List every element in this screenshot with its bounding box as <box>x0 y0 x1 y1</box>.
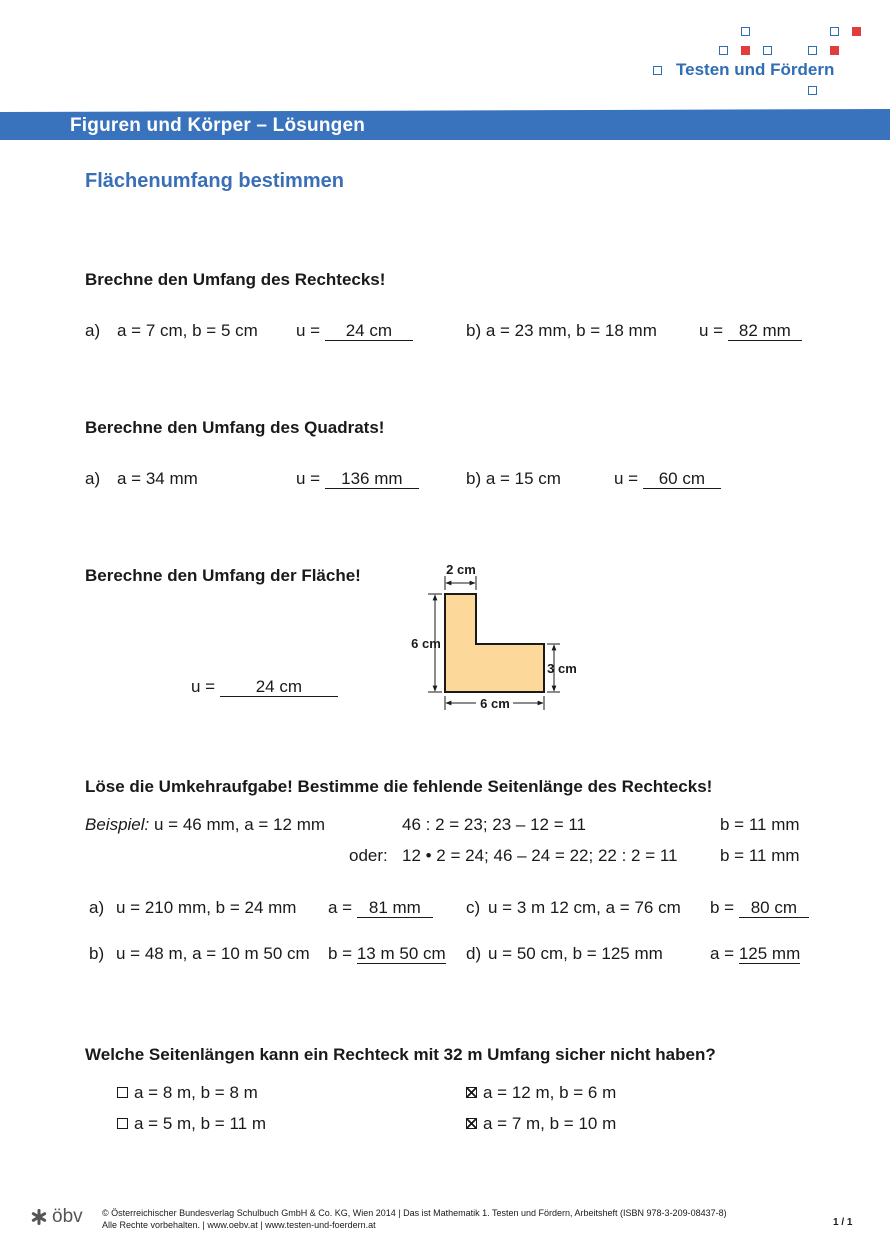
example-result2: b = 11 mm <box>720 846 800 865</box>
task1-b-answer: 82 mm <box>728 322 802 341</box>
right-dimension-label: 3 cm <box>547 661 577 676</box>
publisher-logo <box>30 1206 83 1228</box>
task1-a-answer-line <box>296 321 413 341</box>
task4-item-label: c) <box>466 898 481 917</box>
task4-item-answer: 13 m 50 cm <box>356 944 446 963</box>
task2-a-answer-line <box>296 469 419 489</box>
example-calc2: 12 • 2 = 24; 46 – 24 = 22; 22 : 2 = 11 <box>402 846 678 865</box>
l-shape <box>445 594 544 692</box>
logo-square <box>830 27 839 36</box>
checkbox[interactable] <box>117 1087 128 1098</box>
task4-item-answer-line <box>710 898 809 918</box>
task4-item-answer: 80 cm <box>739 899 809 918</box>
footer-links: Alle Rechte vorbehalten. | www.oebv.at | www.testen-und-foerdern.at <box>102 1220 376 1230</box>
l-shape-figure <box>400 556 590 716</box>
task1-b-answer-line <box>699 321 802 341</box>
task3-answer-line <box>191 677 338 697</box>
task4-item-answer-line <box>328 944 446 964</box>
option-item[interactable] <box>466 1114 616 1134</box>
logo-square <box>719 46 728 55</box>
task4-item-label: a) <box>89 898 105 917</box>
task4-item-prefix: a = <box>328 898 353 917</box>
task4-item-answer: 81 mm <box>357 899 433 918</box>
task1-a-answer: 24 cm <box>325 322 413 341</box>
logo-square <box>763 46 772 55</box>
task2-b-answer: 60 cm <box>643 470 721 489</box>
task1-a-given: a = 7 cm, b = 5 cm <box>117 321 258 340</box>
task1-a-prefix: u = <box>296 321 321 340</box>
task4-item-given: u = 48 m, a = 10 m 50 cm <box>116 944 310 963</box>
logo-square <box>830 46 839 55</box>
task4-item-given: u = 210 mm, b = 24 mm <box>116 898 297 917</box>
example-label: Beispiel: <box>85 815 150 834</box>
option-item[interactable] <box>117 1114 266 1134</box>
task4-item-answer-line <box>710 944 800 964</box>
task4-item-prefix: b = <box>710 898 735 917</box>
task3-heading: Berechne den Umfang der Fläche! <box>85 566 361 585</box>
task1-heading: Brechne den Umfang des Rechtecks! <box>85 270 386 289</box>
footer-copyright: © Österreichischer Bundesverlag Schulbuch GmbH & Co. KG, Wien 2014 | Das ist Mathematik 1. Testen und Fördern, Arbeitsheft (ISBN 978-3-209-08437-8) <box>102 1208 727 1218</box>
logo-square <box>741 46 750 55</box>
task3-prefix: u = <box>191 677 216 696</box>
task1-b-prefix: u = <box>699 321 724 340</box>
task4-item-prefix: b = <box>328 944 353 963</box>
publisher-star-icon <box>30 1208 48 1226</box>
task4-item-answer-line <box>328 898 433 918</box>
task4-item-given: u = 50 cm, b = 125 mm <box>488 944 663 963</box>
task2-b-prefix: u = <box>614 469 639 488</box>
option-text: a = 8 m, b = 8 m <box>134 1083 258 1102</box>
task2-a-given: a = 34 mm <box>117 469 198 488</box>
task2-b-answer-line <box>614 469 721 489</box>
left-dimension-label: 6 cm <box>411 636 441 651</box>
task4-item-label: b) <box>89 944 105 963</box>
bottom-dimension-label: 6 cm <box>480 696 510 711</box>
task2-a-answer: 136 mm <box>325 470 419 489</box>
task4-item-given: u = 3 m 12 cm, a = 76 cm <box>488 898 681 917</box>
task4-item-label: d) <box>466 944 482 963</box>
task4-item-answer: 125 mm <box>738 944 801 963</box>
logo-square <box>741 27 750 36</box>
task1-b-given: b) a = 23 mm, b = 18 mm <box>466 321 657 340</box>
task2-heading: Berechne den Umfang des Quadrats! <box>85 418 385 437</box>
task3-answer: 24 cm <box>220 678 338 697</box>
checkbox[interactable] <box>117 1118 128 1129</box>
example-calc1: 46 : 2 = 23; 23 – 12 = 11 <box>402 815 587 834</box>
logo-square <box>808 46 817 55</box>
task5-heading: Welche Seitenlängen kann ein Rechteck mit 32 m Umfang sicher nicht haben? <box>85 1045 716 1064</box>
option-text: a = 5 m, b = 11 m <box>134 1114 266 1133</box>
task2-a-label: a) <box>85 469 101 488</box>
checkbox-checked[interactable] <box>466 1118 477 1129</box>
task2-b-given: b) a = 15 cm <box>466 469 561 488</box>
option-text: a = 7 m, b = 10 m <box>483 1114 617 1133</box>
section-subtitle: Flächenumfang bestimmen <box>85 170 344 192</box>
task4-item-prefix: a = <box>710 944 735 963</box>
option-item[interactable] <box>117 1083 258 1103</box>
example-given: u = 46 mm, a = 12 mm <box>154 815 326 834</box>
top-dimension-label: 2 cm <box>446 562 476 577</box>
option-item[interactable] <box>466 1083 616 1103</box>
logo-square <box>852 27 861 36</box>
task2-a-prefix: u = <box>296 469 321 488</box>
task1-a-label: a) <box>85 321 101 340</box>
page-title: Figuren und Körper – Lösungen <box>70 115 366 136</box>
logo-square <box>653 66 662 75</box>
publisher-logo-text: öbv <box>52 1206 83 1227</box>
task4-heading: Löse die Umkehraufgabe! Bestimme die fehlende Seitenlänge des Rechtecks! <box>85 777 713 796</box>
example-given-line <box>85 815 325 835</box>
logo-square <box>808 86 817 95</box>
example-or: oder: <box>349 846 388 865</box>
page-number: 1 / 1 <box>833 1217 853 1228</box>
option-text: a = 12 m, b = 6 m <box>483 1083 617 1102</box>
example-result1: b = 11 mm <box>720 815 800 834</box>
brand-name: Testen und Fördern <box>676 60 835 79</box>
checkbox-checked[interactable] <box>466 1087 477 1098</box>
